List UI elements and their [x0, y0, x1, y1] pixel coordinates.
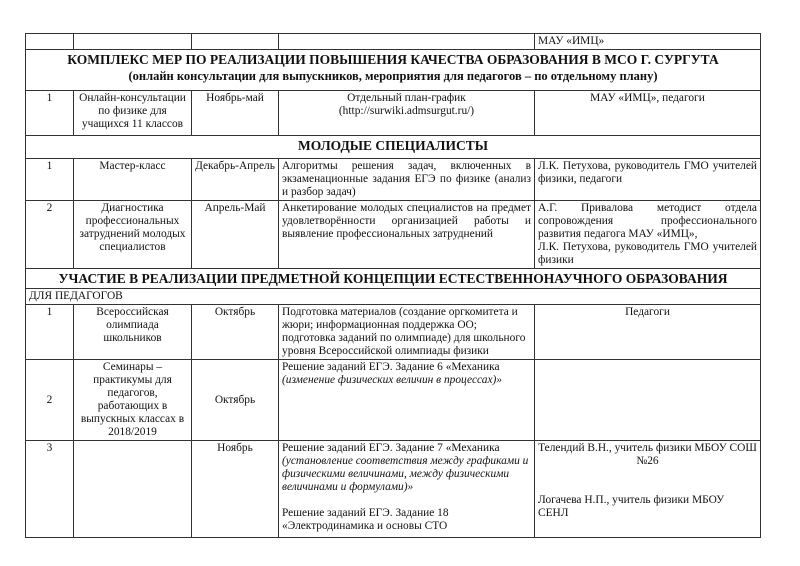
content-italic: (установление соответствия между графиками и физическими величинами, между физическими величинами и формулами)»: [282, 455, 529, 493]
content-link[interactable]: (http://surwiki.admsurgut.ru/): [338, 105, 475, 117]
table-row: [26, 159, 761, 201]
section-title: КОМПЛЕКС МЕР ПО РЕАЛИЗАЦИИ ПОВЫШЕНИЯ КАЧЕСТВА ОБРАЗОВАНИЯ В МСО Г. СУРГУТА: [67, 52, 719, 67]
row-number: 1: [26, 305, 74, 360]
section-heading: [26, 50, 761, 91]
dates-cell: Апрель-Май: [192, 201, 279, 269]
event-cell: Онлайн-консультации по физике для учащихся 11 классов: [74, 91, 192, 136]
event-cell: Семинары – практикумы для педагогов, работающих в выпускных классах в 2018/2019: [74, 360, 192, 441]
section-subtitle: (онлайн консультации для выпускников, мероприятия для педагогов – по отдельному плану): [128, 69, 658, 83]
responsible-text-2: Л.К. Петухова, руководитель ГМО учителей физики: [538, 241, 757, 266]
content-cell: Подготовка материалов (создание оргкомитета и жюри; информационная поддержка ОО; подготовка заданий по олимпиаде) для школьного уровня Всероссийской олимпиады физики: [279, 305, 535, 360]
event-cell: Диагностика профессиональных затруднений молодых специалистов: [74, 201, 192, 269]
subheading-row: [26, 289, 761, 305]
event-cell: Мастер-класс: [74, 159, 192, 201]
event-cell: Всероссийская олимпиада школьников: [74, 305, 192, 360]
content-cell: [279, 360, 535, 441]
subheading: ДЛЯ ПЕДАГОГОВ: [26, 289, 761, 305]
responsible-cell: МАУ «ИМЦ»: [535, 34, 761, 50]
dates-cell: Октябрь: [192, 360, 279, 441]
section-title: МОЛОДЫЕ СПЕЦИАЛИСТЫ: [26, 136, 761, 159]
table-row: [26, 34, 761, 50]
dates-cell: Ноябрь-май: [192, 91, 279, 136]
content-text: Решение заданий ЕГЭ. Задание 7 «Механика: [282, 442, 500, 454]
content-text: Отдельный план-график: [347, 92, 466, 104]
table-row: [26, 305, 761, 360]
content-text: Решение заданий ЕГЭ. Задание 6 «Механика: [282, 361, 500, 373]
content-italic: (изменение физических величин в процессах)»: [282, 374, 502, 386]
table-row: [26, 441, 761, 538]
responsible-cell: МАУ «ИМЦ», педагоги: [535, 91, 761, 136]
content-cell: [279, 91, 535, 136]
row-number: 1: [26, 159, 74, 201]
responsible-text: А.Г. Привалова методист отдела сопровождения профессионального развития педагога МАУ «ИМЦ»,: [538, 202, 757, 240]
plan-table: [25, 33, 761, 538]
content-cell: [279, 441, 535, 538]
dates-cell: Октябрь: [192, 305, 279, 360]
table-row: [26, 201, 761, 269]
row-number: 1: [26, 91, 74, 136]
responsible-cell: [535, 441, 761, 538]
responsible-cell: [535, 201, 761, 269]
section-title: УЧАСТИЕ В РЕАЛИЗАЦИИ ПРЕДМЕТНОЙ КОНЦЕПЦИИ ЕСТЕСТВЕННОНАУЧНОГО ОБРАЗОВАНИЯ: [26, 269, 761, 289]
section-heading: [26, 269, 761, 289]
content-text-2: Решение заданий ЕГЭ. Задание 18 «Электродинамика и основы СТО: [282, 507, 449, 532]
responsible-text: Телендий В.Н., учитель физики МБОУ СОШ №26: [538, 442, 757, 467]
dates-cell: Ноябрь: [192, 441, 279, 538]
section-heading: [26, 136, 761, 159]
content-cell: Анкетирование молодых специалистов на предмет удовлетворённости организацией работы и выявление профессиональных затруднений: [279, 201, 535, 269]
responsible-text-2: Логачева Н.П., учитель физики МБОУ СЕНЛ: [538, 494, 725, 519]
row-number: 2: [26, 360, 74, 441]
responsible-cell: Л.К. Петухова, руководитель ГМО учителей физики, педагоги: [535, 159, 761, 201]
table-row: [26, 91, 761, 136]
responsible-cell: Педагоги: [535, 305, 761, 360]
row-number: 3: [26, 441, 74, 538]
row-number: 2: [26, 201, 74, 269]
content-cell: Алгоритмы решения задач, включенных в экзаменационные задания ЕГЭ по физике (анализ и разбор задач): [279, 159, 535, 201]
dates-cell: Декабрь-Апрель: [192, 159, 279, 201]
table-row: [26, 360, 761, 441]
